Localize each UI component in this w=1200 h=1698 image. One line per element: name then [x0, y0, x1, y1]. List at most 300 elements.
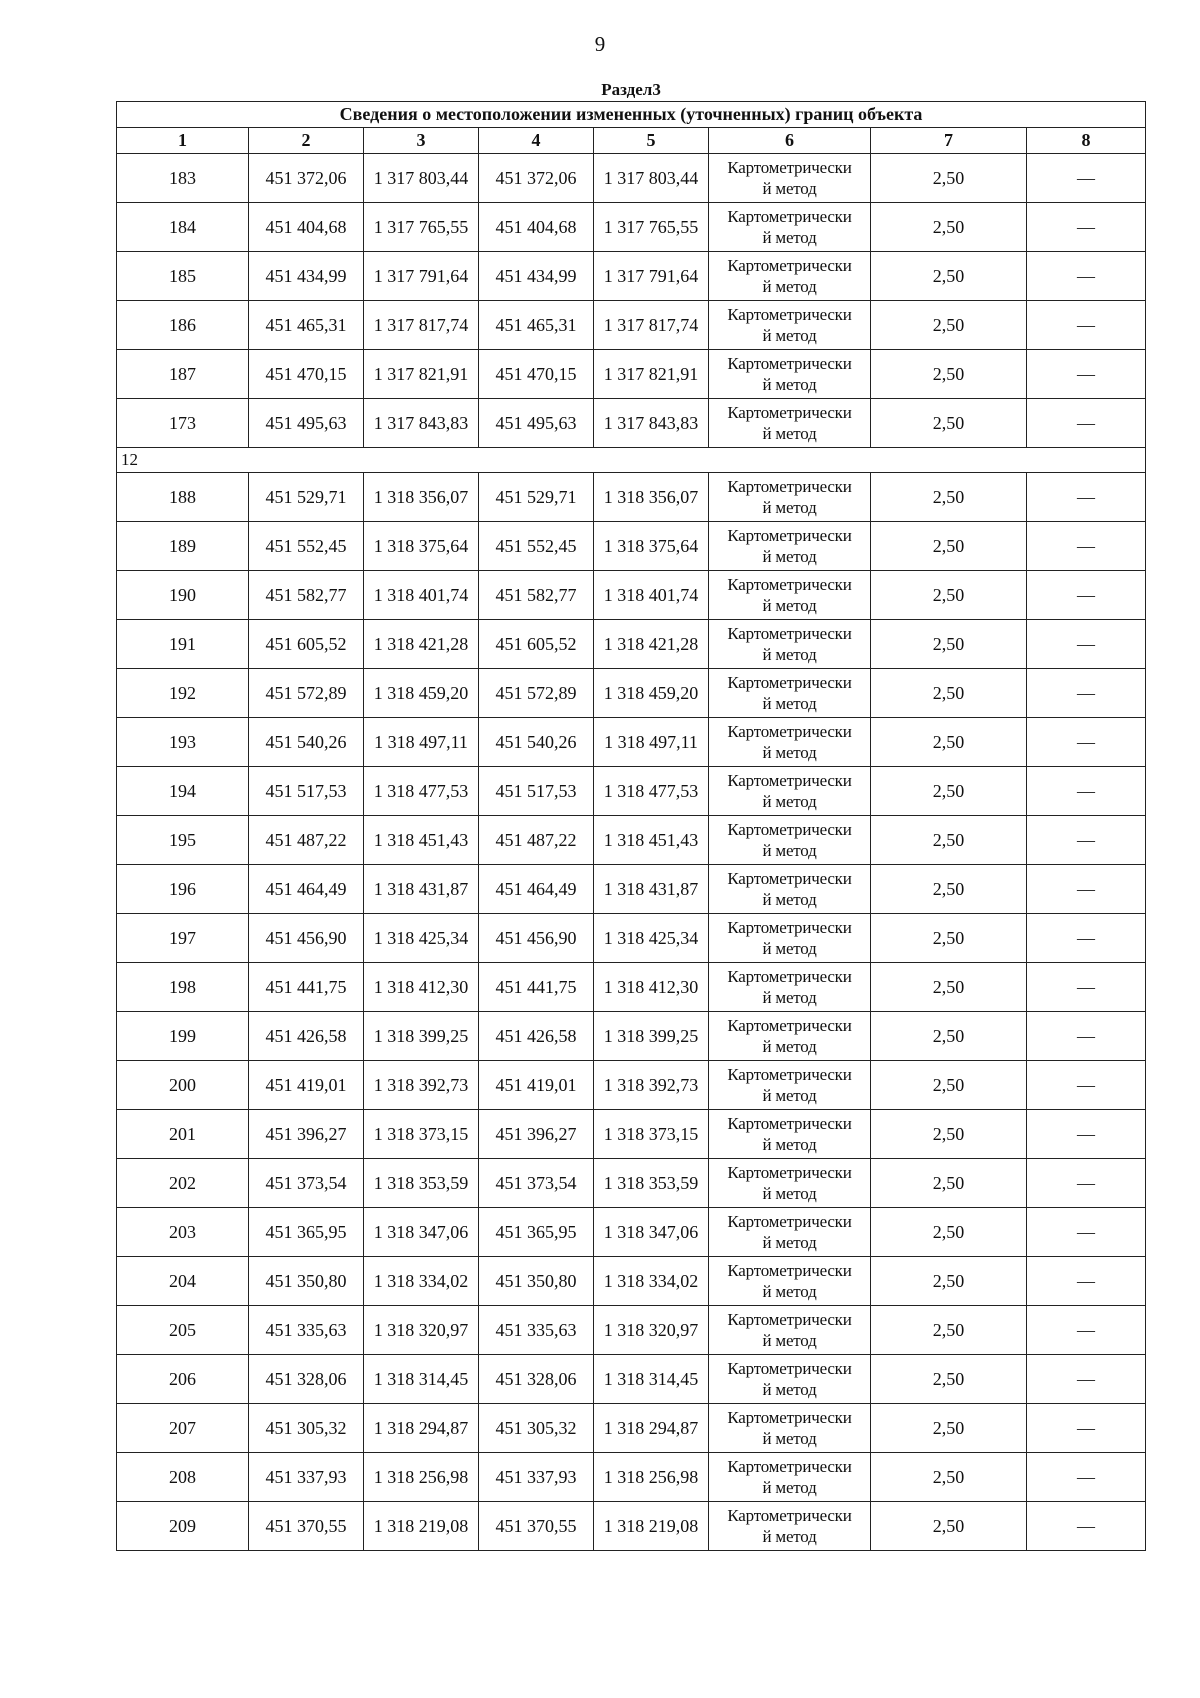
method-line-2: й метод: [762, 1135, 817, 1154]
coord-y-new-cell: 1 317 791,64: [594, 252, 709, 301]
coord-x-new-cell: 451 426,58: [479, 1012, 594, 1061]
table-body: [117, 154, 1146, 1551]
method-cell: [709, 865, 871, 914]
accuracy-cell: 2,50: [871, 718, 1027, 767]
table-row: [117, 963, 1146, 1012]
method-cell: [709, 571, 871, 620]
coord-y-new-cell: 1 318 353,59: [594, 1159, 709, 1208]
method-line-2: й метод: [762, 179, 817, 198]
point-number-cell: 202: [117, 1159, 249, 1208]
accuracy-cell: 2,50: [871, 620, 1027, 669]
coord-y-cell: 1 318 497,11: [364, 718, 479, 767]
point-number-cell: 206: [117, 1355, 249, 1404]
coord-y-cell: 1 317 817,74: [364, 301, 479, 350]
table-row: [117, 252, 1146, 301]
note-cell: —: [1027, 252, 1146, 301]
method-cell: [709, 767, 871, 816]
method-line-2: й метод: [762, 939, 817, 958]
method-line-1: Картометрически: [727, 403, 852, 422]
coord-x-new-cell: 451 404,68: [479, 203, 594, 252]
note-cell: —: [1027, 865, 1146, 914]
method-line-1: Картометрически: [727, 477, 852, 496]
note-cell: —: [1027, 203, 1146, 252]
accuracy-cell: 2,50: [871, 203, 1027, 252]
point-number-cell: 199: [117, 1012, 249, 1061]
point-number-cell: 208: [117, 1453, 249, 1502]
coord-x-cell: 451 305,32: [249, 1404, 364, 1453]
method-cell: [709, 1208, 871, 1257]
method-cell: [709, 522, 871, 571]
note-cell: —: [1027, 1257, 1146, 1306]
accuracy-cell: 2,50: [871, 473, 1027, 522]
method-line-1: Картометрически: [727, 305, 852, 324]
accuracy-cell: 2,50: [871, 1306, 1027, 1355]
note-cell: —: [1027, 473, 1146, 522]
coord-x-new-cell: 451 419,01: [479, 1061, 594, 1110]
note-cell: —: [1027, 350, 1146, 399]
table-row: [117, 522, 1146, 571]
coord-y-new-cell: 1 317 765,55: [594, 203, 709, 252]
method-line-2: й метод: [762, 596, 817, 615]
method-cell: [709, 1306, 871, 1355]
point-number-cell: 203: [117, 1208, 249, 1257]
method-line-1: Картометрически: [727, 256, 852, 275]
table-row: [117, 1453, 1146, 1502]
coord-y-cell: 1 318 320,97: [364, 1306, 479, 1355]
table-row: [117, 1306, 1146, 1355]
accuracy-cell: 2,50: [871, 350, 1027, 399]
table-row: [117, 571, 1146, 620]
method-cell: [709, 473, 871, 522]
accuracy-cell: 2,50: [871, 1110, 1027, 1159]
coord-x-new-cell: 451 464,49: [479, 865, 594, 914]
coord-x-new-cell: 451 529,71: [479, 473, 594, 522]
method-line-1: Картометрически: [727, 869, 852, 888]
point-number-cell: 191: [117, 620, 249, 669]
column-header: 6: [709, 128, 871, 154]
method-cell: [709, 1404, 871, 1453]
coord-x-new-cell: 451 372,06: [479, 154, 594, 203]
coord-x-cell: 451 605,52: [249, 620, 364, 669]
note-cell: —: [1027, 571, 1146, 620]
coord-y-new-cell: 1 318 431,87: [594, 865, 709, 914]
coord-x-cell: 451 465,31: [249, 301, 364, 350]
coord-x-new-cell: 451 552,45: [479, 522, 594, 571]
accuracy-cell: 2,50: [871, 154, 1027, 203]
coord-x-cell: 451 328,06: [249, 1355, 364, 1404]
table-row: [117, 1404, 1146, 1453]
coord-y-cell: 1 318 425,34: [364, 914, 479, 963]
section-label-row: [117, 79, 1146, 102]
note-cell: —: [1027, 914, 1146, 963]
point-number-cell: 189: [117, 522, 249, 571]
group-label: 12: [117, 448, 1146, 473]
note-cell: —: [1027, 399, 1146, 448]
note-cell: —: [1027, 816, 1146, 865]
coord-y-new-cell: 1 318 334,02: [594, 1257, 709, 1306]
method-line-2: й метод: [762, 1527, 817, 1546]
note-cell: —: [1027, 1355, 1146, 1404]
method-cell: [709, 301, 871, 350]
method-line-2: й метод: [762, 375, 817, 394]
table-title-row: [117, 102, 1146, 128]
method-line-1: Картометрически: [727, 1016, 852, 1035]
point-number-cell: 201: [117, 1110, 249, 1159]
method-line-2: й метод: [762, 1429, 817, 1448]
method-line-1: Картометрически: [727, 575, 852, 594]
coord-x-new-cell: 451 396,27: [479, 1110, 594, 1159]
accuracy-cell: 2,50: [871, 669, 1027, 718]
table-row: [117, 399, 1146, 448]
note-cell: —: [1027, 1453, 1146, 1502]
point-number-cell: 184: [117, 203, 249, 252]
coord-x-new-cell: 451 470,15: [479, 350, 594, 399]
coord-x-new-cell: 451 305,32: [479, 1404, 594, 1453]
method-line-2: й метод: [762, 988, 817, 1007]
coord-y-cell: 1 318 399,25: [364, 1012, 479, 1061]
coord-y-new-cell: 1 318 314,45: [594, 1355, 709, 1404]
method-cell: [709, 963, 871, 1012]
coord-x-new-cell: 451 370,55: [479, 1502, 594, 1551]
coord-y-cell: 1 317 765,55: [364, 203, 479, 252]
coord-x-cell: 451 365,95: [249, 1208, 364, 1257]
coord-x-cell: 451 529,71: [249, 473, 364, 522]
coord-x-new-cell: 451 487,22: [479, 816, 594, 865]
section-label: Раздел3: [601, 80, 661, 99]
coord-x-cell: 451 350,80: [249, 1257, 364, 1306]
method-line-2: й метод: [762, 645, 817, 664]
note-cell: —: [1027, 301, 1146, 350]
method-line-2: й метод: [762, 841, 817, 860]
method-cell: [709, 816, 871, 865]
accuracy-cell: 2,50: [871, 399, 1027, 448]
method-line-2: й метод: [762, 228, 817, 247]
accuracy-cell: 2,50: [871, 1061, 1027, 1110]
point-number-cell: 173: [117, 399, 249, 448]
method-cell: [709, 350, 871, 399]
coord-y-cell: 1 318 392,73: [364, 1061, 479, 1110]
coord-y-new-cell: 1 318 399,25: [594, 1012, 709, 1061]
method-line-2: й метод: [762, 547, 817, 566]
boundary-coordinates-table: [116, 79, 1146, 1551]
accuracy-cell: 2,50: [871, 301, 1027, 350]
method-line-1: Картометрически: [727, 1114, 852, 1133]
coord-y-cell: 1 317 791,64: [364, 252, 479, 301]
coord-x-new-cell: 451 456,90: [479, 914, 594, 963]
coord-y-cell: 1 318 421,28: [364, 620, 479, 669]
accuracy-cell: 2,50: [871, 1159, 1027, 1208]
table-row: [117, 473, 1146, 522]
coord-x-cell: 451 582,77: [249, 571, 364, 620]
method-line-1: Картометрически: [727, 1457, 852, 1476]
coord-y-new-cell: 1 318 392,73: [594, 1061, 709, 1110]
method-line-1: Картометрически: [727, 918, 852, 937]
coord-x-new-cell: 451 373,54: [479, 1159, 594, 1208]
coord-y-new-cell: 1 318 459,20: [594, 669, 709, 718]
coord-y-new-cell: 1 318 375,64: [594, 522, 709, 571]
coord-y-cell: 1 318 334,02: [364, 1257, 479, 1306]
method-line-2: й метод: [762, 792, 817, 811]
coord-y-new-cell: 1 318 412,30: [594, 963, 709, 1012]
coord-y-cell: 1 318 451,43: [364, 816, 479, 865]
method-line-1: Картометрически: [727, 207, 852, 226]
coord-x-new-cell: 451 337,93: [479, 1453, 594, 1502]
column-header: 4: [479, 128, 594, 154]
method-cell: [709, 1502, 871, 1551]
coord-y-cell: 1 318 373,15: [364, 1110, 479, 1159]
point-number-cell: 200: [117, 1061, 249, 1110]
point-number-cell: 185: [117, 252, 249, 301]
method-line-1: Картометрически: [727, 1359, 852, 1378]
note-cell: —: [1027, 767, 1146, 816]
coord-x-new-cell: 451 517,53: [479, 767, 594, 816]
method-cell: [709, 252, 871, 301]
coord-x-new-cell: 451 540,26: [479, 718, 594, 767]
coord-x-new-cell: 451 582,77: [479, 571, 594, 620]
note-cell: —: [1027, 620, 1146, 669]
method-line-1: Картометрически: [727, 771, 852, 790]
coord-x-cell: 451 370,55: [249, 1502, 364, 1551]
point-number-cell: 198: [117, 963, 249, 1012]
column-header: 7: [871, 128, 1027, 154]
note-cell: —: [1027, 522, 1146, 571]
method-line-1: Картометрически: [727, 1310, 852, 1329]
column-header: 2: [249, 128, 364, 154]
method-cell: [709, 203, 871, 252]
coord-y-new-cell: 1 318 373,15: [594, 1110, 709, 1159]
coord-y-new-cell: 1 318 219,08: [594, 1502, 709, 1551]
note-cell: —: [1027, 718, 1146, 767]
column-header: 3: [364, 128, 479, 154]
coord-y-cell: 1 318 356,07: [364, 473, 479, 522]
table-row: [117, 203, 1146, 252]
coord-x-cell: 451 540,26: [249, 718, 364, 767]
column-header: 8: [1027, 128, 1146, 154]
method-line-1: Картометрически: [727, 526, 852, 545]
table-row: [117, 1502, 1146, 1551]
note-cell: —: [1027, 1159, 1146, 1208]
point-number-cell: 205: [117, 1306, 249, 1355]
coord-y-cell: 1 318 401,74: [364, 571, 479, 620]
table-row: [117, 669, 1146, 718]
coord-x-new-cell: 451 434,99: [479, 252, 594, 301]
method-line-1: Картометрически: [727, 1506, 852, 1525]
coord-x-cell: 451 487,22: [249, 816, 364, 865]
table-row: [117, 350, 1146, 399]
table-row: [117, 1208, 1146, 1257]
method-line-2: й метод: [762, 424, 817, 443]
method-line-2: й метод: [762, 1282, 817, 1301]
method-cell: [709, 1355, 871, 1404]
table-row: [117, 1012, 1146, 1061]
coord-y-new-cell: 1 318 451,43: [594, 816, 709, 865]
group-row: [117, 448, 1146, 473]
method-line-2: й метод: [762, 1380, 817, 1399]
method-line-1: Картометрически: [727, 158, 852, 177]
method-line-1: Картометрически: [727, 820, 852, 839]
coord-y-cell: 1 318 477,53: [364, 767, 479, 816]
table-row: [117, 1159, 1146, 1208]
method-line-1: Картометрически: [727, 1212, 852, 1231]
coord-x-cell: 451 335,63: [249, 1306, 364, 1355]
point-number-cell: 204: [117, 1257, 249, 1306]
coord-y-cell: 1 318 219,08: [364, 1502, 479, 1551]
method-line-2: й метод: [762, 890, 817, 909]
point-number-cell: 194: [117, 767, 249, 816]
table-row: [117, 1257, 1146, 1306]
point-number-cell: 197: [117, 914, 249, 963]
table-title: Сведения о местоположении измененных (уточненных) границ объекта: [117, 102, 1146, 128]
coord-x-new-cell: 451 328,06: [479, 1355, 594, 1404]
method-line-2: й метод: [762, 1037, 817, 1056]
coord-x-new-cell: 451 441,75: [479, 963, 594, 1012]
coord-y-new-cell: 1 317 803,44: [594, 154, 709, 203]
table-row: [117, 1110, 1146, 1159]
note-cell: —: [1027, 1306, 1146, 1355]
coord-x-cell: 451 419,01: [249, 1061, 364, 1110]
coord-y-cell: 1 318 412,30: [364, 963, 479, 1012]
note-cell: —: [1027, 1502, 1146, 1551]
coord-y-new-cell: 1 318 425,34: [594, 914, 709, 963]
accuracy-cell: 2,50: [871, 816, 1027, 865]
coord-y-new-cell: 1 318 421,28: [594, 620, 709, 669]
accuracy-cell: 2,50: [871, 767, 1027, 816]
method-cell: [709, 718, 871, 767]
coord-x-cell: 451 396,27: [249, 1110, 364, 1159]
note-cell: —: [1027, 1061, 1146, 1110]
coord-x-cell: 451 426,58: [249, 1012, 364, 1061]
column-header-row: [117, 128, 1146, 154]
method-line-2: й метод: [762, 1184, 817, 1203]
coord-y-new-cell: 1 317 843,83: [594, 399, 709, 448]
accuracy-cell: 2,50: [871, 1012, 1027, 1061]
point-number-cell: 183: [117, 154, 249, 203]
page-number: 9: [594, 32, 606, 56]
coord-x-cell: 451 470,15: [249, 350, 364, 399]
method-line-1: Картометрически: [727, 1408, 852, 1427]
note-cell: —: [1027, 1110, 1146, 1159]
method-cell: [709, 154, 871, 203]
table-row: [117, 301, 1146, 350]
method-line-1: Картометрически: [727, 354, 852, 373]
accuracy-cell: 2,50: [871, 522, 1027, 571]
accuracy-cell: 2,50: [871, 1208, 1027, 1257]
point-number-cell: 192: [117, 669, 249, 718]
coord-y-cell: 1 318 347,06: [364, 1208, 479, 1257]
method-line-1: Картометрически: [727, 1163, 852, 1182]
accuracy-cell: 2,50: [871, 865, 1027, 914]
method-line-1: Картометрически: [727, 1065, 852, 1084]
point-number-cell: 196: [117, 865, 249, 914]
note-cell: —: [1027, 1012, 1146, 1061]
accuracy-cell: 2,50: [871, 963, 1027, 1012]
table-row: [117, 816, 1146, 865]
coord-y-new-cell: 1 318 320,97: [594, 1306, 709, 1355]
coord-y-cell: 1 318 294,87: [364, 1404, 479, 1453]
method-line-2: й метод: [762, 743, 817, 762]
method-line-1: Картометрически: [727, 1261, 852, 1280]
coord-y-cell: 1 318 431,87: [364, 865, 479, 914]
method-line-1: Картометрически: [727, 673, 852, 692]
method-cell: [709, 1453, 871, 1502]
method-line-1: Картометрически: [727, 967, 852, 986]
coord-x-cell: 451 337,93: [249, 1453, 364, 1502]
coord-y-cell: 1 317 821,91: [364, 350, 479, 399]
coord-y-new-cell: 1 318 477,53: [594, 767, 709, 816]
coord-y-new-cell: 1 318 401,74: [594, 571, 709, 620]
column-header: 1: [117, 128, 249, 154]
coord-x-cell: 451 441,75: [249, 963, 364, 1012]
coord-y-new-cell: 1 318 356,07: [594, 473, 709, 522]
method-cell: [709, 399, 871, 448]
coord-x-cell: 451 404,68: [249, 203, 364, 252]
note-cell: —: [1027, 669, 1146, 718]
accuracy-cell: 2,50: [871, 1355, 1027, 1404]
table-row: [117, 767, 1146, 816]
table-row: [117, 718, 1146, 767]
method-cell: [709, 1159, 871, 1208]
coord-x-cell: 451 495,63: [249, 399, 364, 448]
coord-x-cell: 451 434,99: [249, 252, 364, 301]
coord-x-cell: 451 464,49: [249, 865, 364, 914]
method-line-2: й метод: [762, 326, 817, 345]
accuracy-cell: 2,50: [871, 1404, 1027, 1453]
coord-x-cell: 451 372,06: [249, 154, 364, 203]
point-number-cell: 207: [117, 1404, 249, 1453]
coord-x-new-cell: 451 572,89: [479, 669, 594, 718]
point-number-cell: 209: [117, 1502, 249, 1551]
table-row: [117, 620, 1146, 669]
point-number-cell: 193: [117, 718, 249, 767]
note-cell: —: [1027, 963, 1146, 1012]
coord-y-cell: 1 318 353,59: [364, 1159, 479, 1208]
coord-x-cell: 451 552,45: [249, 522, 364, 571]
method-cell: [709, 620, 871, 669]
table-row: [117, 1061, 1146, 1110]
method-cell: [709, 1110, 871, 1159]
coord-x-cell: 451 373,54: [249, 1159, 364, 1208]
coord-y-new-cell: 1 318 294,87: [594, 1404, 709, 1453]
coord-x-cell: 451 572,89: [249, 669, 364, 718]
column-header: 5: [594, 128, 709, 154]
coord-x-new-cell: 451 605,52: [479, 620, 594, 669]
method-line-2: й метод: [762, 277, 817, 296]
method-cell: [709, 914, 871, 963]
coord-y-new-cell: 1 317 821,91: [594, 350, 709, 399]
method-line-2: й метод: [762, 1086, 817, 1105]
method-cell: [709, 1061, 871, 1110]
accuracy-cell: 2,50: [871, 1502, 1027, 1551]
coord-y-cell: 1 317 803,44: [364, 154, 479, 203]
coord-y-cell: 1 317 843,83: [364, 399, 479, 448]
method-cell: [709, 1012, 871, 1061]
method-line-2: й метод: [762, 1331, 817, 1350]
note-cell: —: [1027, 1404, 1146, 1453]
coord-x-cell: 451 517,53: [249, 767, 364, 816]
coord-x-new-cell: 451 365,95: [479, 1208, 594, 1257]
method-cell: [709, 669, 871, 718]
accuracy-cell: 2,50: [871, 571, 1027, 620]
coord-y-new-cell: 1 318 497,11: [594, 718, 709, 767]
coord-y-new-cell: 1 317 817,74: [594, 301, 709, 350]
coord-y-cell: 1 318 314,45: [364, 1355, 479, 1404]
method-line-2: й метод: [762, 1233, 817, 1252]
coord-x-cell: 451 456,90: [249, 914, 364, 963]
point-number-cell: 186: [117, 301, 249, 350]
coord-y-cell: 1 318 375,64: [364, 522, 479, 571]
coord-x-new-cell: 451 465,31: [479, 301, 594, 350]
method-cell: [709, 1257, 871, 1306]
